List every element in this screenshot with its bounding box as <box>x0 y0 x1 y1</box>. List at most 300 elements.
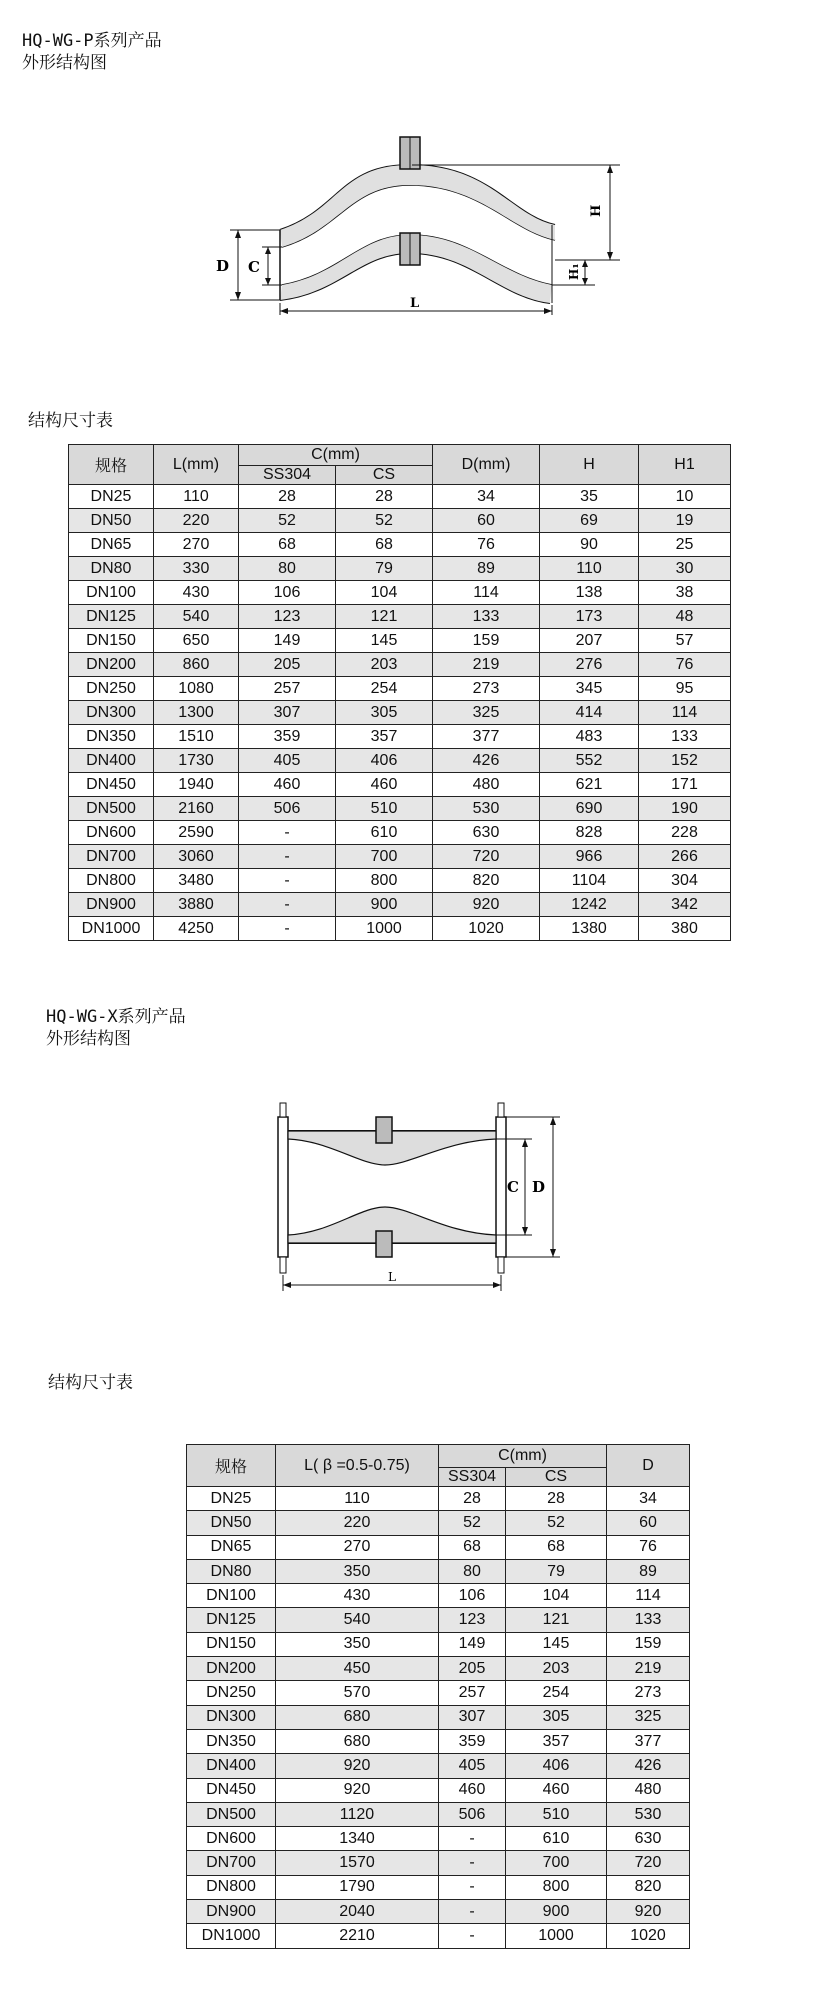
header2-D: D <box>607 1445 690 1487</box>
table-cell: 114 <box>607 1584 690 1608</box>
table-cell: - <box>239 821 336 845</box>
table-cell: 430 <box>154 581 239 605</box>
table-cell: 1300 <box>154 701 239 725</box>
spec-cell: DN1000 <box>69 917 154 941</box>
table-cell: 34 <box>607 1487 690 1511</box>
table-cell: 800 <box>506 1875 607 1899</box>
table-cell: 406 <box>336 749 433 773</box>
header2-L: L( β =0.5-0.75) <box>276 1445 439 1487</box>
table-cell: 610 <box>506 1827 607 1851</box>
spec-cell: DN600 <box>187 1827 276 1851</box>
table-cell: 89 <box>607 1559 690 1583</box>
table-row <box>69 773 731 797</box>
table-cell: 104 <box>336 581 433 605</box>
table-cell: 860 <box>154 653 239 677</box>
table-cell: 68 <box>439 1535 506 1559</box>
table-cell: 28 <box>336 485 433 509</box>
table-cell: 52 <box>506 1511 607 1535</box>
table-cell: 3060 <box>154 845 239 869</box>
table-cell: - <box>439 1875 506 1899</box>
table-row <box>69 533 731 557</box>
table-cell: 506 <box>439 1802 506 1826</box>
table-cell: 273 <box>607 1681 690 1705</box>
table-cell: 34 <box>433 485 540 509</box>
spec-cell: DN150 <box>69 629 154 653</box>
spec-cell: DN250 <box>69 677 154 701</box>
table-row <box>187 1608 690 1632</box>
header2-spec: 规格 <box>187 1445 276 1487</box>
table-cell: 149 <box>239 629 336 653</box>
label-H1: H₁ <box>567 263 581 280</box>
table-cell: 350 <box>276 1559 439 1583</box>
table-cell: 1790 <box>276 1875 439 1899</box>
label-L: L <box>410 296 420 311</box>
p-series-table <box>68 444 731 941</box>
flange-left <box>278 1117 288 1257</box>
table-cell: 1020 <box>433 917 540 941</box>
spec-cell: DN450 <box>69 773 154 797</box>
table-cell: 1000 <box>506 1924 607 1948</box>
table-cell: 52 <box>336 509 433 533</box>
table-cell: 76 <box>639 653 731 677</box>
table-cell: - <box>239 869 336 893</box>
table-cell: 414 <box>540 701 639 725</box>
spec-cell: DN25 <box>69 485 154 509</box>
spec-cell: DN350 <box>69 725 154 749</box>
table-row <box>187 1535 690 1559</box>
table-cell: 570 <box>276 1681 439 1705</box>
table-cell: 690 <box>540 797 639 821</box>
table-cell: 205 <box>239 653 336 677</box>
table-cell: 106 <box>439 1584 506 1608</box>
table-cell: 68 <box>336 533 433 557</box>
table-cell: 35 <box>540 485 639 509</box>
table-cell: 359 <box>239 725 336 749</box>
table-row <box>69 557 731 581</box>
table-cell: 110 <box>540 557 639 581</box>
table-row <box>187 1559 690 1583</box>
table-cell: 307 <box>239 701 336 725</box>
table-row <box>69 485 731 509</box>
table-cell: 700 <box>336 845 433 869</box>
table-cell: - <box>239 845 336 869</box>
table-cell: 680 <box>276 1729 439 1753</box>
table-cell: 76 <box>607 1535 690 1559</box>
table-cell: 95 <box>639 677 731 701</box>
table-cell: 123 <box>439 1608 506 1632</box>
table-cell: 650 <box>154 629 239 653</box>
table-cell: 270 <box>276 1535 439 1559</box>
table-cell: 80 <box>439 1559 506 1583</box>
table-cell: 270 <box>154 533 239 557</box>
table-row <box>187 1657 690 1681</box>
table-cell: 1380 <box>540 917 639 941</box>
spec-cell: DN200 <box>69 653 154 677</box>
table-row <box>69 797 731 821</box>
table-cell: 28 <box>506 1487 607 1511</box>
table-cell: 173 <box>540 605 639 629</box>
spec-cell: DN600 <box>69 821 154 845</box>
table-cell: 305 <box>336 701 433 725</box>
table-cell: 2040 <box>276 1900 439 1924</box>
table-row <box>187 1900 690 1924</box>
table-cell: 450 <box>276 1657 439 1681</box>
table-cell: 219 <box>607 1657 690 1681</box>
table-cell: 510 <box>336 797 433 821</box>
table-cell: 114 <box>639 701 731 725</box>
spec-cell: DN200 <box>187 1657 276 1681</box>
table-cell: 1730 <box>154 749 239 773</box>
table-cell: 1570 <box>276 1851 439 1875</box>
table-cell: 79 <box>336 557 433 581</box>
table-cell: 133 <box>607 1608 690 1632</box>
table-cell: 920 <box>433 893 540 917</box>
table-cell: - <box>439 1851 506 1875</box>
table-cell: 145 <box>506 1632 607 1656</box>
table-cell: 350 <box>276 1632 439 1656</box>
table-cell: 257 <box>439 1681 506 1705</box>
table-cell: 680 <box>276 1705 439 1729</box>
label-D: D <box>216 257 230 275</box>
table-cell: 159 <box>433 629 540 653</box>
table-cell: 828 <box>540 821 639 845</box>
flange-right <box>496 1117 506 1257</box>
spec-cell: DN900 <box>187 1900 276 1924</box>
table-cell: 4250 <box>154 917 239 941</box>
table-cell: 920 <box>276 1754 439 1778</box>
table-cell: 79 <box>506 1559 607 1583</box>
spec-cell: DN25 <box>187 1487 276 1511</box>
table-cell: 405 <box>439 1754 506 1778</box>
section1-table-caption: 结构尺寸表 <box>28 411 113 431</box>
table-row <box>187 1584 690 1608</box>
table-cell: 1020 <box>607 1924 690 1948</box>
header-L: L(mm) <box>154 445 239 485</box>
table-cell: 359 <box>439 1729 506 1753</box>
p-series-diagram <box>190 135 640 325</box>
header-H1: H1 <box>639 445 731 485</box>
section1-title: HQ-WG-P系列产品 <box>22 31 162 51</box>
table-cell: 203 <box>336 653 433 677</box>
table-row <box>187 1705 690 1729</box>
table-cell: 10 <box>639 485 731 509</box>
table-cell: - <box>239 893 336 917</box>
table-cell: 69 <box>540 509 639 533</box>
x-tap-top <box>376 1117 392 1143</box>
spec-cell: DN700 <box>69 845 154 869</box>
table-row <box>187 1924 690 1948</box>
table-cell: 460 <box>439 1778 506 1802</box>
table-cell: 68 <box>506 1535 607 1559</box>
table-cell: 220 <box>154 509 239 533</box>
spec-cell: DN65 <box>187 1535 276 1559</box>
spec-cell: DN50 <box>187 1511 276 1535</box>
table-cell: 60 <box>433 509 540 533</box>
x-tap-bottom <box>376 1231 392 1257</box>
table-cell: 483 <box>540 725 639 749</box>
table-cell: 52 <box>439 1511 506 1535</box>
table-row <box>69 821 731 845</box>
table-cell: 220 <box>276 1511 439 1535</box>
table-cell: 460 <box>506 1778 607 1802</box>
table-row <box>69 629 731 653</box>
table-cell: 342 <box>639 893 731 917</box>
table-row <box>187 1778 690 1802</box>
table-cell: 3480 <box>154 869 239 893</box>
table-row <box>69 725 731 749</box>
table-cell: 138 <box>540 581 639 605</box>
section1-heading <box>22 30 162 74</box>
spec-cell: DN300 <box>69 701 154 725</box>
table-cell: 357 <box>336 725 433 749</box>
table-cell: 1340 <box>276 1827 439 1851</box>
table-cell: 152 <box>639 749 731 773</box>
table-row <box>69 653 731 677</box>
table-row <box>187 1875 690 1899</box>
table-cell: 345 <box>540 677 639 701</box>
spec-cell: DN80 <box>187 1559 276 1583</box>
table-cell: 405 <box>239 749 336 773</box>
table-cell: 30 <box>639 557 731 581</box>
table-cell: 171 <box>639 773 731 797</box>
table-cell: 966 <box>540 845 639 869</box>
table-cell: 621 <box>540 773 639 797</box>
spec-cell: DN125 <box>187 1608 276 1632</box>
table-row <box>187 1851 690 1875</box>
section2-table-caption: 结构尺寸表 <box>48 1373 133 1393</box>
table-cell: 1242 <box>540 893 639 917</box>
x-series-table <box>186 1444 690 1949</box>
spec-cell: DN900 <box>69 893 154 917</box>
table-cell: 700 <box>506 1851 607 1875</box>
table-cell: 720 <box>607 1851 690 1875</box>
table-cell: 430 <box>276 1584 439 1608</box>
table-cell: 630 <box>607 1827 690 1851</box>
table-row <box>187 1681 690 1705</box>
table-row <box>69 869 731 893</box>
table-cell: 920 <box>607 1900 690 1924</box>
table-cell: 305 <box>506 1705 607 1729</box>
table-cell: 377 <box>433 725 540 749</box>
table-row <box>187 1729 690 1753</box>
table-cell: 110 <box>276 1487 439 1511</box>
spec-cell: DN350 <box>187 1729 276 1753</box>
table-row <box>69 509 731 533</box>
table-cell: 205 <box>439 1657 506 1681</box>
table-cell: 480 <box>433 773 540 797</box>
table-cell: 920 <box>276 1778 439 1802</box>
table-cell: 257 <box>239 677 336 701</box>
header-spec: 规格 <box>69 445 154 485</box>
table-cell: 133 <box>433 605 540 629</box>
spec-cell: DN50 <box>69 509 154 533</box>
table-cell: 506 <box>239 797 336 821</box>
header-C-ss304: SS304 <box>239 466 336 485</box>
table-row <box>187 1827 690 1851</box>
label-L2: L <box>388 1270 396 1284</box>
table-cell: 530 <box>433 797 540 821</box>
table-cell: 552 <box>540 749 639 773</box>
table-cell: 330 <box>154 557 239 581</box>
table-cell: 610 <box>336 821 433 845</box>
table-cell: 123 <box>239 605 336 629</box>
header-C-cs: CS <box>336 466 433 485</box>
table-cell: 460 <box>239 773 336 797</box>
table-cell: 228 <box>639 821 731 845</box>
table-cell: 266 <box>639 845 731 869</box>
table-cell: 145 <box>336 629 433 653</box>
table-cell: 273 <box>433 677 540 701</box>
table-cell: 190 <box>639 797 731 821</box>
p-series-table-body <box>69 485 731 941</box>
table-cell: 2210 <box>276 1924 439 1948</box>
spec-cell: DN80 <box>69 557 154 581</box>
table-cell: 276 <box>540 653 639 677</box>
table-cell: 254 <box>336 677 433 701</box>
header-H: H <box>540 445 639 485</box>
table-cell: 1000 <box>336 917 433 941</box>
table-row <box>69 581 731 605</box>
spec-cell: DN500 <box>69 797 154 821</box>
table-cell: 510 <box>506 1802 607 1826</box>
table-cell: 110 <box>154 485 239 509</box>
table-cell: 90 <box>540 533 639 557</box>
table-cell: - <box>439 1924 506 1948</box>
spec-cell: DN800 <box>69 869 154 893</box>
table-cell: 80 <box>239 557 336 581</box>
table-cell: 1940 <box>154 773 239 797</box>
table-cell: 406 <box>506 1754 607 1778</box>
table-cell: 3880 <box>154 893 239 917</box>
spec-cell: DN125 <box>69 605 154 629</box>
table-cell: 377 <box>607 1729 690 1753</box>
spec-cell: DN100 <box>69 581 154 605</box>
header2-C-ss304: SS304 <box>439 1468 506 1487</box>
table-cell: 114 <box>433 581 540 605</box>
table-row <box>187 1511 690 1535</box>
table-cell: 900 <box>506 1900 607 1924</box>
spec-cell: DN100 <box>187 1584 276 1608</box>
spec-cell: DN700 <box>187 1851 276 1875</box>
table-cell: 1510 <box>154 725 239 749</box>
table-cell: 460 <box>336 773 433 797</box>
table-cell: 121 <box>506 1608 607 1632</box>
table-cell: 28 <box>239 485 336 509</box>
table-cell: - <box>239 917 336 941</box>
table-row <box>69 917 731 941</box>
section2-subtitle: 外形结构图 <box>46 1029 131 1049</box>
header-C: C(mm) <box>239 445 433 466</box>
table-row <box>69 893 731 917</box>
table-cell: 540 <box>276 1608 439 1632</box>
table-row <box>69 677 731 701</box>
table-row <box>69 605 731 629</box>
table-cell: 307 <box>439 1705 506 1729</box>
table-cell: 2590 <box>154 821 239 845</box>
table-cell: 19 <box>639 509 731 533</box>
table-cell: 480 <box>607 1778 690 1802</box>
spec-cell: DN450 <box>187 1778 276 1802</box>
table-cell: 133 <box>639 725 731 749</box>
table-cell: 900 <box>336 893 433 917</box>
table-row <box>187 1802 690 1826</box>
table-cell: 60 <box>607 1511 690 1535</box>
table-cell: 25 <box>639 533 731 557</box>
table-cell: 68 <box>239 533 336 557</box>
table-cell: 254 <box>506 1681 607 1705</box>
header-D: D(mm) <box>433 445 540 485</box>
table-cell: 380 <box>639 917 731 941</box>
table-row <box>69 749 731 773</box>
table-cell: 207 <box>540 629 639 653</box>
table-cell: 48 <box>639 605 731 629</box>
table-cell: 219 <box>433 653 540 677</box>
header2-C-cs: CS <box>506 1468 607 1487</box>
x-series-diagram <box>270 1095 610 1295</box>
label-D2: D <box>532 1178 546 1196</box>
table-cell: 57 <box>639 629 731 653</box>
table-cell: 357 <box>506 1729 607 1753</box>
table-cell: 1080 <box>154 677 239 701</box>
table-cell: - <box>439 1900 506 1924</box>
spec-cell: DN1000 <box>187 1924 276 1948</box>
spec-cell: DN65 <box>69 533 154 557</box>
table-cell: 325 <box>607 1705 690 1729</box>
table-cell: 52 <box>239 509 336 533</box>
table-cell: 2160 <box>154 797 239 821</box>
table-row <box>69 701 731 725</box>
table-cell: 106 <box>239 581 336 605</box>
table-cell: 89 <box>433 557 540 581</box>
table-row <box>187 1754 690 1778</box>
table-cell: 820 <box>607 1875 690 1899</box>
section2-title: HQ-WG-X系列产品 <box>46 1007 186 1027</box>
spec-cell: DN300 <box>187 1705 276 1729</box>
table-cell: 38 <box>639 581 731 605</box>
spec-cell: DN400 <box>69 749 154 773</box>
table-cell: 149 <box>439 1632 506 1656</box>
spec-cell: DN500 <box>187 1802 276 1826</box>
table-cell: 630 <box>433 821 540 845</box>
table-cell: 540 <box>154 605 239 629</box>
table-cell: 426 <box>433 749 540 773</box>
table-cell: 121 <box>336 605 433 629</box>
label-C: C <box>248 258 260 276</box>
table-cell: 159 <box>607 1632 690 1656</box>
table-row <box>187 1632 690 1656</box>
spec-cell: DN400 <box>187 1754 276 1778</box>
header2-C: C(mm) <box>439 1445 607 1468</box>
section1-subtitle: 外形结构图 <box>22 53 107 73</box>
table-cell: 820 <box>433 869 540 893</box>
table-cell: 720 <box>433 845 540 869</box>
x-series-table-body <box>187 1487 690 1949</box>
table-cell: 304 <box>639 869 731 893</box>
table-cell: 426 <box>607 1754 690 1778</box>
spec-cell: DN250 <box>187 1681 276 1705</box>
label-C2: C <box>507 1178 519 1196</box>
table-row <box>187 1487 690 1511</box>
table-cell: 76 <box>433 533 540 557</box>
section2-heading <box>46 1006 186 1050</box>
table-cell: 1104 <box>540 869 639 893</box>
table-row <box>69 845 731 869</box>
spec-cell: DN150 <box>187 1632 276 1656</box>
table-cell: 800 <box>336 869 433 893</box>
table-cell: 325 <box>433 701 540 725</box>
table-cell: 1120 <box>276 1802 439 1826</box>
spec-cell: DN800 <box>187 1875 276 1899</box>
